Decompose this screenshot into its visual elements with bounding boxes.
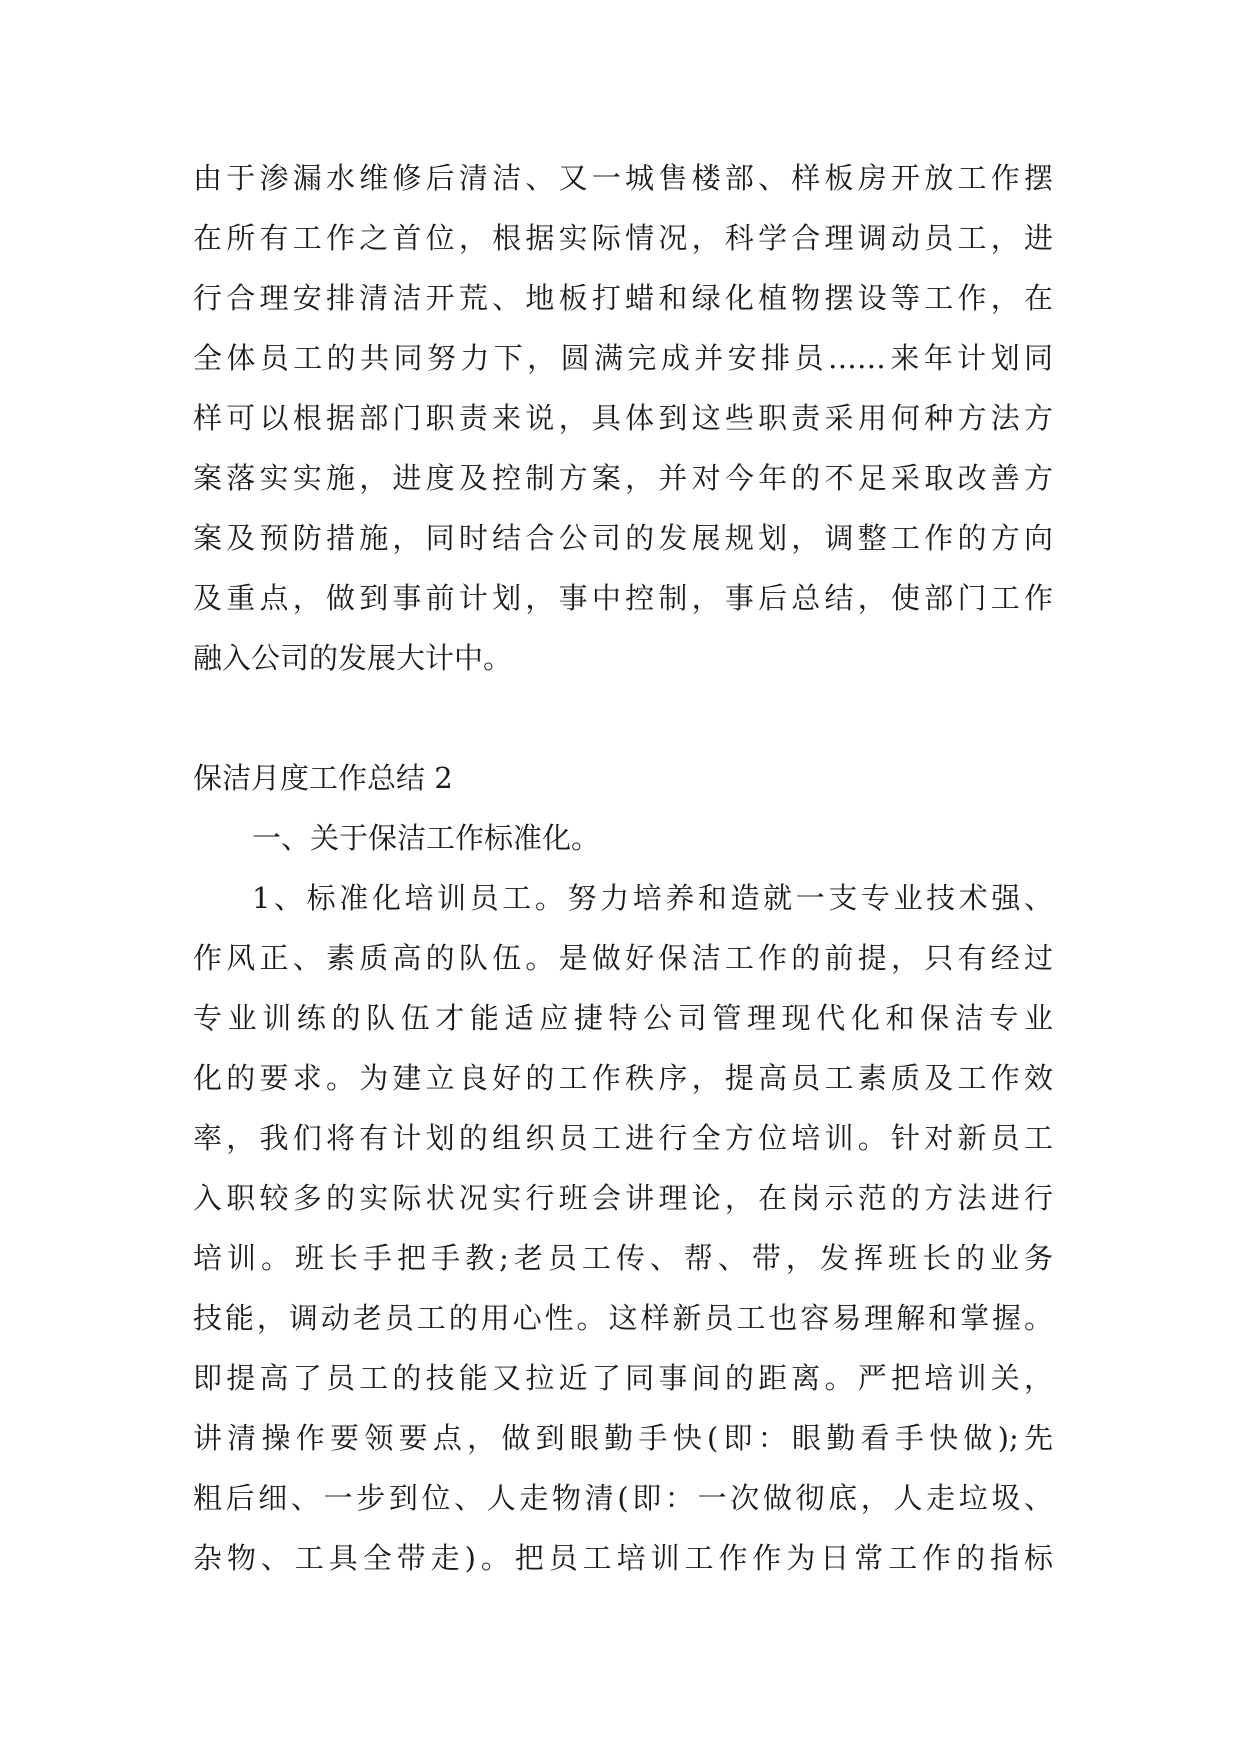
paragraph-line: 培训。班长手把手教;老员工传、帮、带，发挥班长的业务 — [193, 1241, 1053, 1275]
paragraph-line: 粗后细、一步到位、人走物清(即：一次做彻底，人走垃圾、 — [193, 1481, 1053, 1515]
paragraph-line: 技能，调动老员工的用心性。这样新员工也容易理解和掌握。 — [193, 1301, 1053, 1335]
paragraph-line: 样可以根据部门职责来说，具体到这些职责采用何种方法方 — [193, 401, 1053, 435]
paragraph-line: 案及预防措施，同时结合公司的发展规划，调整工作的方向 — [193, 521, 1053, 555]
paragraph-line: 在所有工作之首位，根据实际情况，科学合理调动员工，进 — [193, 221, 1053, 255]
paragraph-line: 行合理安排清洁开荒、地板打蜡和绿化植物摆设等工作，在 — [193, 281, 1053, 315]
paragraph-line: 专业训练的队伍才能适应捷特公司管理现代化和保洁专业 — [193, 1001, 1053, 1035]
paragraph-line: 融入公司的发展大计中。 — [193, 641, 513, 675]
paragraph-line: 案落实实施，进度及控制方案，并对今年的不足采取改善方 — [193, 461, 1053, 495]
section-heading: 保洁月度工作总结 2 — [193, 761, 453, 795]
paragraph-line: 讲清操作要领要点，做到眼勤手快(即：眼勤看手快做);先 — [193, 1421, 1053, 1455]
paragraph-line: 全体员工的共同努力下，圆满完成并安排员……来年计划同 — [193, 341, 1053, 375]
paragraph-line: 作风正、素质高的队伍。是做好保洁工作的前提，只有经过 — [193, 941, 1053, 975]
paragraph-line: 由于渗漏水维修后清洁、又一城售楼部、样板房开放工作摆 — [193, 161, 1053, 195]
paragraph-line: 及重点，做到事前计划，事中控制，事后总结，使部门工作 — [193, 581, 1053, 615]
paragraph-line: 率，我们将有计划的组织员工进行全方位培训。针对新员工 — [193, 1121, 1053, 1155]
section-title: 一、关于保洁工作标准化。 — [252, 821, 601, 855]
paragraph-line: 化的要求。为建立良好的工作秩序，提高员工素质及工作效 — [193, 1061, 1053, 1095]
paragraph-line: 即提高了员工的技能又拉近了同事间的距离。严把培训关， — [193, 1361, 1053, 1395]
paragraph-line: 入职较多的实际状况实行班会讲理论，在岗示范的方法进行 — [193, 1181, 1053, 1215]
paragraph-line: 1、标准化培训员工。努力培养和造就一支专业技术强、 — [252, 881, 1053, 915]
paragraph-line: 杂物、工具全带走)。把员工培训工作作为日常工作的指标 — [193, 1541, 1053, 1575]
